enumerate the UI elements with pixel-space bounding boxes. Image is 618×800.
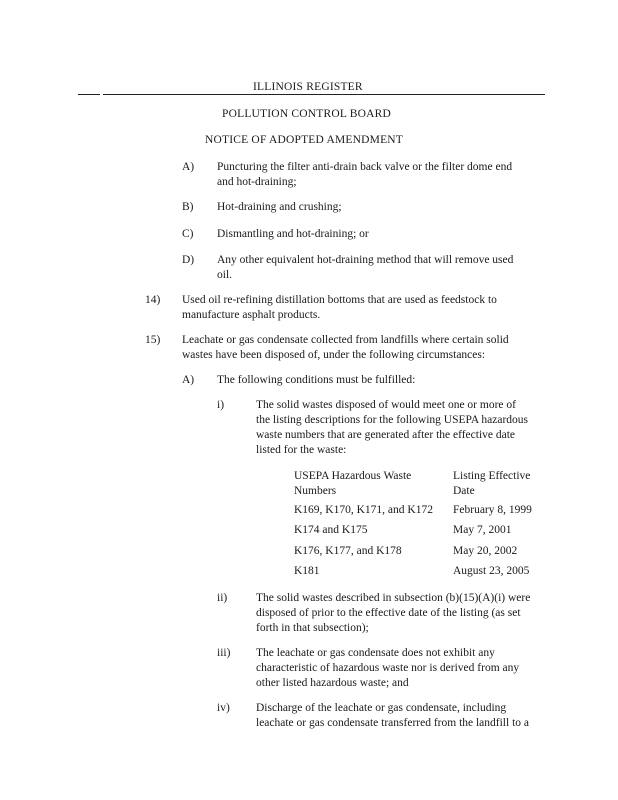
sub-i-label: i) bbox=[217, 399, 225, 411]
sub-i-text-3: waste numbers that are generated after the effective date bbox=[256, 429, 516, 441]
sub-iii-text-2: characteristic of hazardous waste nor is derived from any bbox=[256, 662, 520, 674]
sub-ii-text-1: The solid wastes described in subsection (b)(15)(A)(i) were bbox=[256, 592, 531, 604]
notice-title: NOTICE OF ADOPTED AMENDMENT bbox=[205, 134, 404, 146]
item-14-label: 14) bbox=[145, 294, 161, 306]
table-cell-date: May 20, 2002 bbox=[453, 545, 518, 557]
item-d-label: D) bbox=[182, 254, 195, 266]
header-rule-left bbox=[78, 94, 100, 95]
register-title: ILLINOIS REGISTER bbox=[253, 81, 363, 93]
table-cell-waste: K176, K177, and K178 bbox=[294, 545, 402, 557]
sub-iii-label: iii) bbox=[217, 647, 231, 659]
sub-iii-text-3: other listed hazardous waste; and bbox=[256, 677, 409, 689]
sub-i-text-2: the listing descriptions for the following USEPA hazardous bbox=[256, 414, 529, 426]
sub-iv-text-1: Discharge of the leachate or gas condensate, including bbox=[256, 702, 507, 714]
table-cell-date: May 7, 2001 bbox=[453, 524, 512, 536]
table-cell-date: August 23, 2005 bbox=[453, 565, 530, 577]
table-header-col2-line2: Date bbox=[453, 485, 475, 497]
item-15a-text-1: The following conditions must be fulfilled: bbox=[217, 374, 416, 386]
sub-ii-text-3: forth in that subsection); bbox=[256, 622, 369, 634]
item-a-label: A) bbox=[182, 161, 195, 173]
item-14-text-1: Used oil re-refining distillation bottoms that are used as feedstock to bbox=[182, 294, 497, 306]
item-14-text-2: manufacture asphalt products. bbox=[182, 309, 321, 321]
item-b-label: B) bbox=[182, 201, 194, 213]
item-d-text-2: oil. bbox=[217, 269, 233, 281]
item-b-text-1: Hot-draining and crushing; bbox=[217, 201, 342, 213]
item-c-label: C) bbox=[182, 228, 194, 240]
sub-i-text-1: The solid wastes disposed of would meet one or more of bbox=[256, 399, 516, 411]
header-rule bbox=[103, 94, 545, 95]
table-header-col1-line1: USEPA Hazardous Waste bbox=[294, 470, 412, 482]
item-d-text-1: Any other equivalent hot-draining method that will remove used bbox=[217, 254, 514, 266]
item-a-text-2: and hot-draining; bbox=[217, 176, 297, 188]
item-a-text-1: Puncturing the filter anti-drain back valve or the filter dome end bbox=[217, 161, 513, 173]
item-15a-label: A) bbox=[182, 374, 195, 386]
item-15-label: 15) bbox=[145, 334, 161, 346]
sub-ii-label: ii) bbox=[217, 592, 228, 604]
item-c-text-1: Dismantling and hot-draining; or bbox=[217, 228, 369, 240]
item-15-text-2: wastes have been disposed of, under the following circumstances: bbox=[182, 349, 486, 361]
table-header-col1-line2: Numbers bbox=[294, 485, 337, 497]
sub-iv-label: iv) bbox=[217, 702, 230, 714]
sub-ii-text-2: disposed of prior to the effective date of the listing (as set bbox=[256, 607, 521, 619]
table-header-col2-line1: Listing Effective bbox=[453, 470, 531, 482]
table-cell-waste: K169, K170, K171, and K172 bbox=[294, 504, 433, 516]
sub-iii-text-1: The leachate or gas condensate does not exhibit any bbox=[256, 647, 495, 659]
item-15-text-1: Leachate or gas condensate collected from landfills where certain solid bbox=[182, 334, 509, 346]
sub-iv-text-2: leachate or gas condensate transferred from the landfill to a bbox=[256, 717, 530, 729]
sub-i-text-4: listed for the waste: bbox=[256, 444, 347, 456]
board-title: POLLUTION CONTROL BOARD bbox=[222, 108, 392, 120]
table-cell-waste: K174 and K175 bbox=[294, 524, 368, 536]
table-cell-date: February 8, 1999 bbox=[453, 504, 532, 516]
table-cell-waste: K181 bbox=[294, 565, 320, 577]
